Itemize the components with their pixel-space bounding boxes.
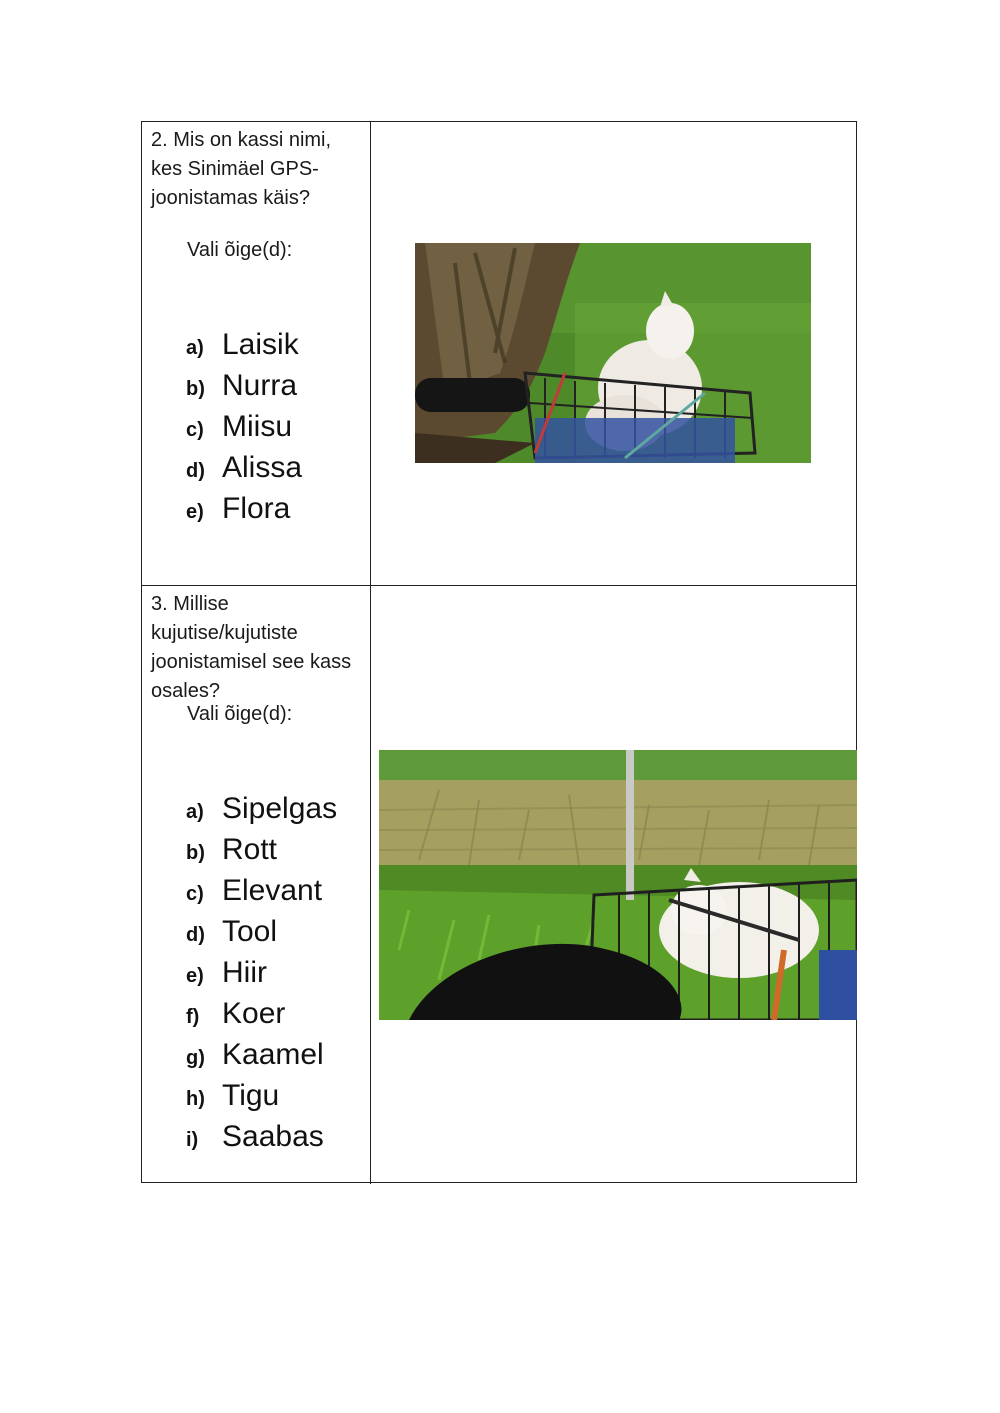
- answer-option[interactable]: [186, 788, 337, 829]
- cat-photo-tree: [415, 243, 811, 463]
- answer-option[interactable]: [186, 1034, 337, 1075]
- option-letter: i): [186, 1129, 199, 1151]
- option-letter: c): [186, 419, 204, 441]
- cat-in-basket-image: [415, 243, 811, 463]
- option-letter: c): [186, 883, 204, 905]
- option-text: Tigu: [222, 1078, 280, 1112]
- cat-in-basket-image: [379, 750, 857, 1020]
- answer-options: [186, 788, 337, 1157]
- image-cell: [371, 586, 856, 1184]
- option-text: Hiir: [222, 955, 267, 989]
- option-text: Miisu: [222, 409, 293, 443]
- option-letter: e): [186, 965, 204, 987]
- option-text: Alissa: [222, 450, 303, 484]
- instruction-text: Vali õige(d):: [187, 703, 293, 725]
- answer-option[interactable]: [186, 1116, 337, 1157]
- answer-option[interactable]: [186, 488, 302, 529]
- option-text: Laisik: [222, 327, 299, 361]
- answer-option[interactable]: [186, 911, 337, 952]
- option-text: Sipelgas: [222, 791, 338, 825]
- option-text: Nurra: [222, 368, 298, 402]
- instruction-text: Vali õige(d):: [187, 239, 293, 261]
- answer-option[interactable]: [186, 365, 302, 406]
- option-text: Koer: [222, 996, 286, 1030]
- question-cell: [142, 122, 371, 585]
- answer-option[interactable]: [186, 870, 337, 911]
- answer-option[interactable]: [186, 1075, 337, 1116]
- option-text: Saabas: [222, 1119, 324, 1153]
- option-letter: h): [186, 1088, 205, 1110]
- option-text: Flora: [222, 491, 291, 525]
- answer-option[interactable]: [186, 447, 302, 488]
- option-text: Kaamel: [222, 1037, 324, 1071]
- option-letter: b): [186, 378, 205, 400]
- question-cell: [142, 586, 371, 1184]
- answer-option[interactable]: [186, 324, 302, 365]
- question-row-2: [142, 122, 856, 586]
- option-letter: g): [186, 1047, 205, 1069]
- answer-option[interactable]: [186, 406, 302, 447]
- question-table: [141, 121, 857, 1183]
- option-letter: d): [186, 460, 205, 482]
- question-text: 3. Millise kujutise/kujutiste joonistamisel see kass osales?: [151, 593, 352, 702]
- question-text: 2. Mis on kassi nimi, kes Sinimäel GPS-joonistamas käis?: [151, 129, 332, 209]
- option-text: Tool: [222, 914, 278, 948]
- answer-option[interactable]: [186, 993, 337, 1034]
- answer-options: [186, 324, 302, 529]
- option-letter: a): [186, 337, 204, 359]
- cat-photo-field: [379, 750, 857, 1020]
- option-letter: d): [186, 924, 205, 946]
- option-letter: f): [186, 1006, 200, 1028]
- answer-option[interactable]: [186, 952, 337, 993]
- option-letter: a): [186, 801, 204, 823]
- answer-option[interactable]: [186, 829, 337, 870]
- option-text: Elevant: [222, 873, 323, 907]
- image-cell: [371, 122, 856, 585]
- option-text: Rott: [222, 832, 278, 866]
- option-letter: e): [186, 501, 204, 523]
- question-row-3: [142, 586, 856, 1184]
- option-letter: b): [186, 842, 205, 864]
